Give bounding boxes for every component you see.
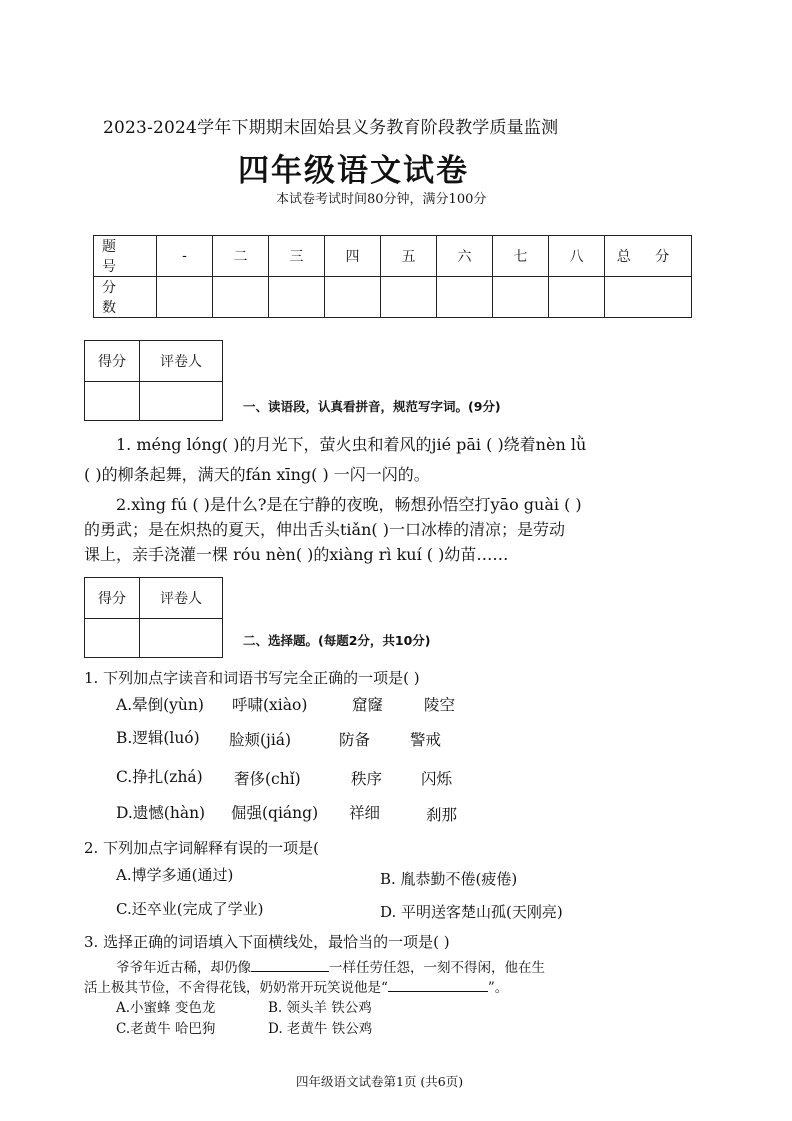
q1-option-a-word: 窟窿 [352, 696, 384, 714]
grader-cell [140, 619, 223, 658]
section1-line: 课上，亲手浇灌一棵 róu nèn( )的xiàng rì kuí ( )幼苗…… [84, 545, 509, 564]
q3-blank-1[interactable] [251, 957, 329, 972]
q1-option-a-word: A.晕倒(yùn) [116, 696, 204, 714]
q2-option-c: C.还卒业(完成了学业) [116, 900, 264, 918]
q1-option-b-word: 警戒 [410, 731, 442, 749]
q1-option-a-word: 陵空 [424, 696, 456, 714]
grade-table-total-column: 总 分 [605, 236, 692, 277]
question1-stem: 1. 下列加点字读音和词语书写完全正确的一项是( ) [84, 669, 420, 687]
score-cell [85, 382, 140, 421]
grade-table-cell [325, 277, 381, 318]
page-footer: 四年级语文试卷第1页 (共6页) [296, 1074, 464, 1089]
q1-option-d-word: D.遗憾(hàn) [116, 804, 206, 822]
grade-table [93, 235, 692, 318]
grade-table-cell [157, 277, 213, 318]
grade-table-cell [269, 277, 325, 318]
grade-table-row-label: 分 数 [94, 277, 157, 318]
q2-option-b: B. 胤恭勤不倦(疲倦) [380, 870, 518, 888]
q3-blank-2[interactable] [388, 977, 488, 992]
q1-option-c-word: 奢侈(chǐ) [234, 770, 301, 788]
section1-line: 2.xìng fú ( )是什么?是在宁静的夜晚，畅想孙悟空打yāo guài ( ) [116, 495, 582, 514]
grade-table-column: 三 [269, 236, 325, 277]
grade-table-cell [213, 277, 269, 318]
page-title: 四年级语文试卷 [238, 153, 469, 189]
grade-table-column: 八 [549, 236, 605, 277]
q1-option-c-word: 秩序 [351, 770, 383, 788]
grade-table-cell [549, 277, 605, 318]
section1-line: ( )的柳条起舞，满天的fán xīng( ) 一闪一闪的。 [84, 465, 430, 484]
grade-table-column: - [157, 236, 213, 277]
exam-subtitle: 本试卷考试时间80分钟，满分100分 [276, 192, 487, 207]
question2-stem: 2. 下列加点字词解释有误的一项是( [84, 839, 319, 857]
q1-option-b-word: 脸颊(jiá) [229, 731, 292, 749]
grader-label: 评卷人 [140, 341, 223, 382]
q2-option-d: D. 平明送客楚山孤(天刚亮) [380, 903, 563, 921]
grade-table-column: 五 [381, 236, 437, 277]
q1-option-d-word: 刹那 [426, 806, 458, 824]
q3-passage-line [84, 976, 508, 996]
grade-table-column: 二 [213, 236, 269, 277]
section1-score-box [84, 340, 223, 421]
q1-option-b-word: B.逻辑(luó) [116, 729, 200, 747]
q3-option-c: C.老黄牛 哈巴狗 [116, 1021, 216, 1037]
q3-passage-text: 一样任劳任怨，一刻不得闲，他在生 [329, 960, 545, 976]
grade-table-column: 六 [437, 236, 493, 277]
grade-table-cell [437, 277, 493, 318]
grade-table-cell [605, 277, 692, 318]
q2-option-a: A.博学多通(通过) [116, 866, 234, 884]
section2-title: 二、选择题。(每题2分，共10分) [243, 633, 431, 648]
q3-option-a: A.小蜜蜂 变色龙 [116, 1000, 216, 1016]
score-label: 得分 [85, 341, 140, 382]
q3-passage-text: 活上极其节俭，不舍得花钱，奶奶常开玩笑说他是“ [84, 980, 388, 996]
grade-table-column: 四 [325, 236, 381, 277]
score-label: 得分 [85, 578, 140, 619]
q1-option-a-word: 呼啸(xiào) [232, 696, 308, 714]
q3-option-d: D. 老黄牛 铁公鸡 [268, 1021, 373, 1037]
exam-header-line: 2023-2024学年下期期末固始县义务教育阶段教学质量监测 [103, 118, 559, 138]
q1-option-b-word: 防备 [339, 731, 371, 749]
q3-option-b: B. 领头羊 铁公鸡 [268, 1000, 372, 1016]
section1-title: 一、读语段，认真看拼音，规范写字词。(9分) [243, 399, 501, 414]
question3-stem: 3. 选择正确的词语填入下面横线处，最恰当的一项是( ) [84, 933, 450, 951]
q1-option-c-word: 闪烁 [421, 770, 453, 788]
q1-option-c-word: C.挣扎(zhá) [116, 768, 203, 786]
q1-option-d-word: 祥细 [349, 804, 381, 822]
grade-table-column: 七 [493, 236, 549, 277]
q3-passage-text: ”。 [487, 980, 509, 996]
grader-cell [140, 382, 223, 421]
section2-score-box [84, 577, 223, 658]
q3-passage-text: 爷爷年近古稀，却仍像 [116, 960, 251, 976]
grade-table-cell [493, 277, 549, 318]
score-cell [85, 619, 140, 658]
q3-passage-line [116, 956, 545, 976]
q1-option-d-word: 倔强(qiáng) [231, 804, 319, 822]
grade-table-row-label: 题 号 [94, 236, 157, 277]
grader-label: 评卷人 [140, 578, 223, 619]
section1-line: 1. méng lóng( )的月光下，萤火虫和着风的jié pāi ( )绕着nèn lǜ [116, 435, 587, 454]
section1-line: 的勇武；是在炽热的夏天，伸出舌头tiǎn( )一口冰棒的清凉；是劳动 [84, 520, 565, 539]
grade-table-cell [381, 277, 437, 318]
